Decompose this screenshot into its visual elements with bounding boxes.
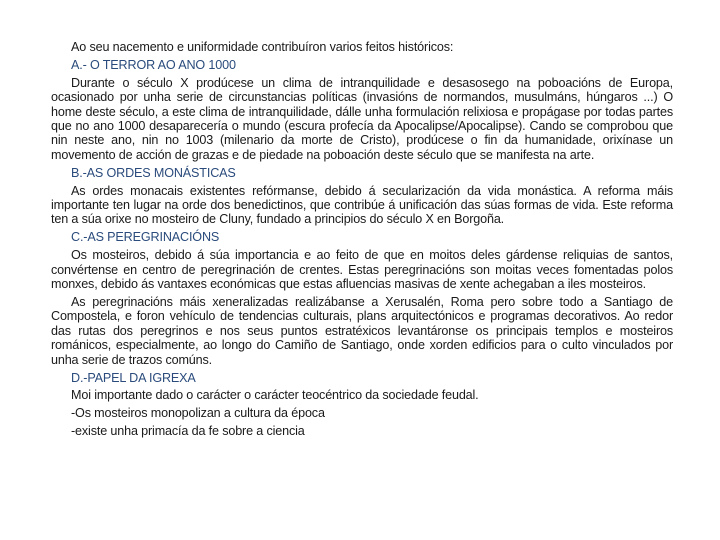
section-b-heading: B.-AS ORDES MONÁSTICAS	[71, 165, 236, 180]
document-body	[51, 40, 673, 442]
bullet-item-2: -existe unha primacía da fe sobre a ciencia	[71, 424, 305, 439]
section-c-heading: C.-AS PEREGRINACIÓNS	[71, 230, 220, 245]
section-a-paragraph: Durante o século X prodúcese un clima de intranquilidade e desasosego na poboacións de Europa, ocasionado por unha serie de circunstancias políticas (invasións de normandos, musulmáns, húngaros ...) O home deste século, a este clima de intranquilidade, dálle unha formulación relixiosa e propágase por todas partes que no ano 1000 desaparecería o mundo (escura profecía da Apocalipse/Apocalipse). Cando se comprobou que nin neste ano, nin no 1003 (milenario da morte de Cristo), prodúcese o fin da humanidade, orixínase un movemento de acción de grazas e de piedade na poboación deste século que se manifesta na arte.	[51, 75, 673, 162]
section-a-heading: A.- O TERROR AO ANO 1000	[71, 57, 236, 72]
section-d-heading: D.-PAPEL DA IGREXA	[71, 370, 196, 385]
intro-paragraph: Ao seu nacemento e uniformidade contribuíron varios feitos históricos:	[71, 40, 454, 54]
section-d-paragraph: Moi importante dado o carácter o carácter teocéntrico da sociedade feudal.	[71, 388, 479, 403]
bullet-item-1: -Os mosteiros monopolizan a cultura da época	[71, 406, 325, 421]
section-c-paragraph-2: As peregrinacións máis xeneralizadas realizábanse a Xerusalén, Roma pero sobre todo a Santiago de Compostela, e foron vehículo de tendencias culturais, plans arquitectónicos e programas decorativos. Ao redor das rutas dos peregrinos e nos seus puntos estratéxicos levantáronse os principais templos e mosteiros románicos, especialmente, ao longo do Camiño de Santiago, onde xorden edificios para o culto vinculados por unha serie de trazos comúns.	[51, 295, 673, 367]
section-c-paragraph-1: Os mosteiros, debido á súa importancia e ao feito de que en moitos deles gárdense reliquias de santos, convértense en centro de peregrinación de crentes. Estas peregrinacións son moitas veces fomentadas polos monxes, debido ás vantaxes económicas que estas afluencias masivas de xente achegaban a iles mosteiros.	[51, 248, 673, 292]
section-b-paragraph: As ordes monacais existentes refórmanse, debido á secularización da vida monástica. A reforma máis importante ten lugar na orde dos benedictinos, que contribúe á unificación das súas formas de vida. Este reforma ten a súa orixe no mosteiro de Cluny, fundado a principios do século X en Borgoña.	[51, 183, 673, 227]
